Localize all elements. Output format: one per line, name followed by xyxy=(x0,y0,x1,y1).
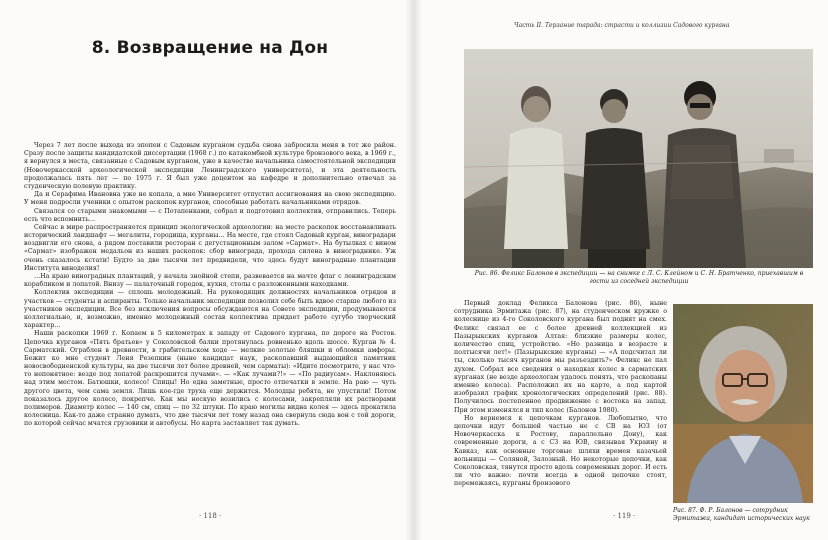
paragraph: Первый доклад Феликса Балонова (рис. 86), ныне сотрудника Эрмитажа (рис. 87), на студенческом кружке о колеснице из 4-го Соколовского кургана был поднят на смех. Феликс связал ее с более древней коллекцией из Пазырыкских курганов Алтая: близкие размеры колес, количество спиц, устройство. «Но разница в возрасте в полтысячи лет!» (Пазырыкские курганы) — «А подсчитал ли ты, сколько тысяч курганов мы разъездить?» Феликс не пал духом. Собрал все сведения о находках колес в сарматских курганах (не везде археологам удалось понять, что раскопаны именно колеса). Расположил их на карте, а под картой изобразил график хронологических определений (рис. 88). Получилось постепенное продвижение с востока на запад. При этом изменялся и тип колес (Балонов 1980). xyxy=(454,300,667,414)
paragraph: Но вернемся к цепочкам курганов. Любопытно, что цепочки идут большей частью не с СВ на ЮЗ (от Новочеркасска к Ростову, параллельно Дону), как современные дороги, а с СЗ на ЮВ, связывая Украину и Кавказ, как основные торговые шляхи времен казачьей вольницы — Соляной, Залозный. Но некоторые цепочки, как Соколовская, тянутся просто вдоль современных дорог. И есть ли что важно: почти всегда в одной цепочке стоят, перемежаясь, курганы бронзового xyxy=(454,414,667,488)
expedition-photo-image xyxy=(464,49,813,268)
page-number-right: · 119 · xyxy=(613,512,636,520)
book-gutter xyxy=(406,0,422,540)
left-body-text xyxy=(24,142,396,429)
paragraph: Через 7 лет после выхода из эпопеи с Садовым курганом судьба снова забросила меня в тот же район. Сразу после защиты кандидатской диссертации (1968 г.) по катакомбной культуре бронзового века, в 1969 г., я вернулся в места, связанные с Садовым курганом, уже в качестве начальника самостоятельной экспедиции (Новочеркасской археологической экспедиции Ленинградского университета), и эта деятельность продолжалась пять лет — по 1975 г. Я был уже доцентом на кафедре и дополнительно отвечал за студенческую полевую практику. xyxy=(24,142,396,190)
expedition-photo xyxy=(464,49,813,268)
paragraph: …На краю виноградных плантаций, у начала знойной степи, развевается на мачте флаг с ленинградским корабликом и лопатой. Внизу — палаточный городок, кухня, столы с разложенными находками. xyxy=(24,273,396,289)
paragraph: Связался со старыми знакомыми — с Потапенками, собрал и подготовил коллектив, отправились. Теперь есть что вспомнить… xyxy=(24,207,396,223)
portrait-photo xyxy=(673,304,813,503)
chapter-title: 8. Возвращение на Дон xyxy=(91,38,329,58)
page-number-left: · 118 · xyxy=(199,512,222,520)
figure-86-caption: Рис. 86. Феликс Балонов в экспедиции — на снимке с Л. С. Клейном и С. Н. Братченко, приехавшим в гости из соседней экспедиции xyxy=(474,270,804,285)
paragraph: Сейчас в мире распространяется принцип экологической археологии: на месте раскопок восстанавливать исторический ландшафт — мегалиты, городища, курганы… На месте, где стоял Садовый курган, виноградари воздвигли его снова, а рядом поставили ресторан с дегустационным залом «Сармат». На бутылках с вином «Сармат» изображен медальон из наших раскопок: сбор винограда, прохода силена в винограднике. Уж очень сказалось кстати! Будто за две тысячи лет предвидели, что здесь будут виноградные плантации Института виноделия! xyxy=(24,223,396,272)
right-body-text xyxy=(454,300,667,489)
portrait-photo-image xyxy=(673,304,813,503)
right-page xyxy=(414,0,828,540)
paragraph: Да и Серафима Ивановна уже не копала, а мне Университет отпустил ассигнования на свою экспедицию. У меня подросли ученики с опытом раскопок курганов, способные работать начальниками отрядов. xyxy=(24,191,396,207)
paragraph: Наши раскопки 1969 г. Копаем в 5 километрах к западу от Садового кургана, по дороге на Ростов. Цепочка курганов «Пять братьев» у Соколовской балки протянулась ровненько вдоль шоссе. Курган № 4. Сарматский. Ограблен в древности, в грабительском ходе — мелкие золотые бляшки и обломки амфоры. Бежит ко мне студент Леня Резепкин (ныне кандидат наук, раскопавший выдающийся памятник новосвободненской культуры, на две тысячи лет более древней, чем сарматы): «Идите посмотрите, у нас что-то непонятное: везде под лопатой раскрошится лучами». — «Как лучами?!» — «По радиусам». Наклоняюсь над этим местом. Батюшки, колесо! Спицы! Но едва заметные, просто отпечатки в земле. На раю — чуть другого цвета, чем сама земля. Лишь кое-где труха еще держится. Молодцы ребята, не упустили! Потом показалось другое колесо, покрепче. Как мы нескую возились с колесами, закрепляли их растворами полимеров. Диаметр колес — 140 см, спиц — по 32 штуки. По краю могилы видна колея — здесь прокатила колесница. Как-то даже странно думать, что две тысячи лет тому назад она свернула сюда вон с той дороги, по которой сейчас мчатся грузовики и автобусы. Но карта заставляет так думать. xyxy=(24,330,396,428)
figure-87-caption: Рис. 87. Ф. Р. Балонов — сотрудник Эрмитажа, кандидат исторических наук xyxy=(673,507,810,522)
running-head: Часть II. Терзание тарада: страсти и коллизии Садового кургана xyxy=(514,22,730,29)
paragraph: Коллектив экспедиции — сплошь молодежный. На руководящих должностях начальников отрядов и участков — студенты и аспиранты. Только начальник экспедиции позволил себе быть вдвое старше любого из участников экспедиции. Все без исключения вопросы обсуждаются на Совете экспедиции, продумываются коллегиально, и, возможно, именно молодежный состав коллектива придает работе сугубо творческий характер… xyxy=(24,289,396,330)
